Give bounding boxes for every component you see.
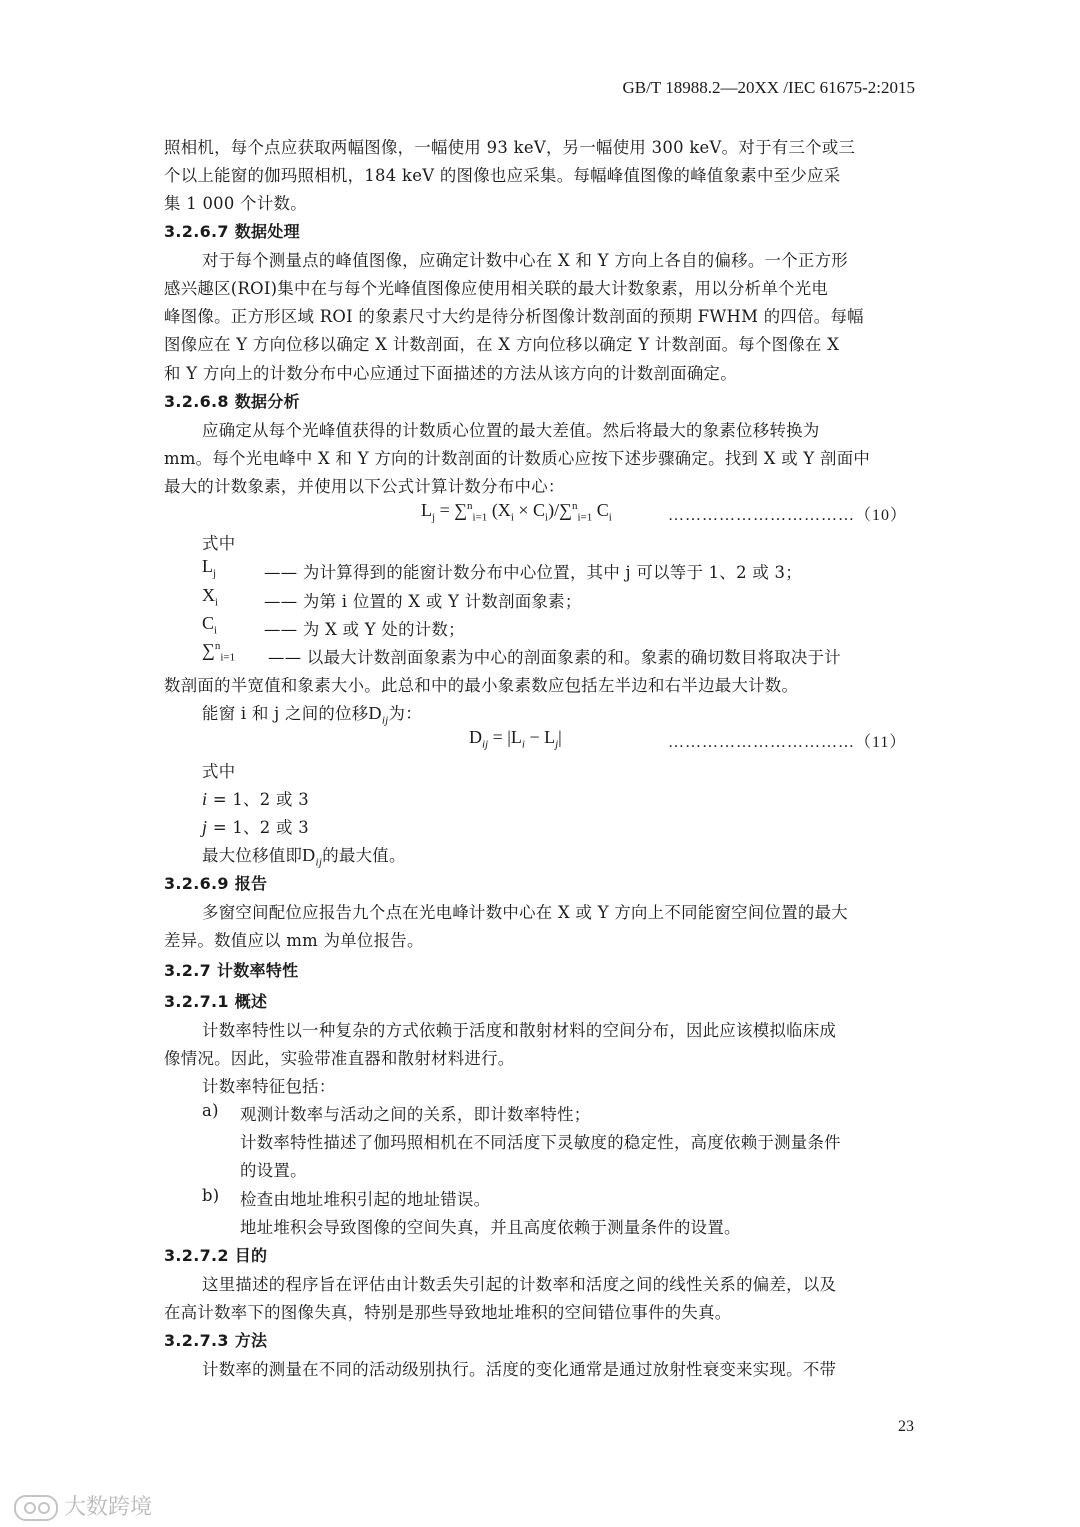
section-heading-3269: 3.2.6.9 报告 xyxy=(164,874,268,893)
body-line: 计数率特性以一种复杂的方式依赖于活度和散射材料的空间分布，因此应该模拟临床成 xyxy=(202,1021,837,1040)
body-line: 感兴趣区(ROI)集中在与每个光峰值图像应使用相关联的最大计数象素，用以分析单个光电 xyxy=(164,279,829,298)
body-line: 和 Y 方向上的计数分布中心应通过下面描述的方法从该方向的计数剖面确定。 xyxy=(164,364,737,383)
i-values: i = 1、2 或 3 xyxy=(202,789,309,809)
section-heading-327: 3.2.7 计数率特性 xyxy=(164,961,299,980)
max-displacement: 最大位移值即$D_{ij}$的最大值。 xyxy=(202,845,406,869)
symbol-ci: $C_i$ xyxy=(202,613,218,637)
body-line: 的设置。 xyxy=(240,1161,307,1180)
body-line: 差异。数值应以 mm 为单位报告。 xyxy=(164,931,424,950)
where-label: 式中 xyxy=(202,762,236,781)
body-line: 在高计数率下的图像失真，特别是那些导致地址堆积的空间错位事件的失真。 xyxy=(164,1303,732,1322)
definition-sum: —— 以最大计数剖面象素为中心的剖面象素的和。象素的确切数目将取决于计 xyxy=(268,648,841,667)
list-marker-a: a) xyxy=(202,1101,219,1120)
body-line: 对于每个测量点的峰值图像，应确定计数中心在 X 和 Y 方向上各自的偏移。一个正方形 xyxy=(202,251,848,270)
formula-10: $L_j = \sum^n_{i=1}$ $(X_i \times C_i)/\sum^n_{i=1}$ $C_i$ xyxy=(421,500,612,524)
equation-number-11: ……………………………（11） xyxy=(668,734,907,751)
definition-xi: —— 为第 i 位置的 X 或 Y 计数剖面象素； xyxy=(264,592,582,611)
section-heading-3272: 3.2.7.2 目的 xyxy=(164,1246,268,1265)
body-line: 集 1 000 个计数。 xyxy=(164,194,307,213)
symbol-lj: $L_j$ xyxy=(202,556,217,580)
list-marker-b: b) xyxy=(202,1186,220,1205)
body-line: 计数率的测量在不同的活动级别执行。活度的变化通常是通过放射性衰变来实现。不带 xyxy=(202,1360,837,1379)
body-line: mm。每个光电峰中 X 和 Y 方向的计数剖面的计数质心应按下述步骤确定。找到 X 或 Y 剖面中 xyxy=(164,449,871,468)
list-item-a: 观测计数率与活动之间的关系，即计数率特性； xyxy=(240,1105,591,1124)
body-line: 地址堆积会导致图像的空间失真，并且高度依赖于测量条件的设置。 xyxy=(240,1218,741,1237)
section-heading-3273: 3.2.7.3 方法 xyxy=(164,1331,268,1350)
body-line: 多窗空间配位应报告九个点在光电峰计数中心在 X 或 Y 方向上不同能窗空间位置的最大 xyxy=(202,903,848,922)
section-heading-3268: 3.2.6.8 数据分析 xyxy=(164,392,300,411)
body-line: 图像应在 Y 方向位移以确定 X 计数剖面，在 X 方向位移以确定 Y 计数剖面。每个图像在 X xyxy=(164,335,840,354)
document-header: GB/T 18988.2—20XX /IEC 61675-2:2015 xyxy=(622,78,915,97)
body-line: 个以上能窗的伽玛照相机，184 keV 的图像也应采集。每幅峰值图像的峰值象素中至少应采 xyxy=(164,166,841,185)
definition-lj: —— 为计算得到的能窗计数分布中心位置，其中 j 可以等于 1、2 或 3； xyxy=(264,563,802,582)
definition-ci: —— 为 X 或 Y 处的计数； xyxy=(264,620,465,639)
watermark: 大数跨境 xyxy=(14,1490,152,1521)
j-values: j = 1、2 或 3 xyxy=(202,817,309,837)
equation-number-10: ……………………………（10） xyxy=(668,507,908,524)
body-line: 照相机，每个点应获取两幅图像，一幅使用 93 keV，另一幅使用 300 keV。对于有三个或三 xyxy=(164,138,856,157)
formula-11: $D_{ij} = |L_i - L_j|$ xyxy=(469,727,562,751)
watermark-logo-icon xyxy=(14,1495,58,1521)
symbol-sum: ∑$^n_{i=1}$ xyxy=(202,640,236,664)
body-line: 这里描述的程序旨在评估由计数丢失引起的计数率和活度之间的线性关系的偏差，以及 xyxy=(202,1275,837,1294)
body-line: 峰图像。正方形区域 ROI 的象素尺寸大约是待分析图像计数剖面的预期 FWHM 的四倍。每幅 xyxy=(164,307,864,326)
body-line: 应确定从每个光峰值获得的计数质心位置的最大差值。然后将最大的象素位移转换为 xyxy=(202,421,820,440)
body-line: 数剖面的半宽值和象素大小。此总和中的最小象素数应包括左半边和右半边最大计数。 xyxy=(164,676,799,695)
body-line: 计数率特性描述了伽玛照相机在不同活度下灵敏度的稳定性，高度依赖于测量条件 xyxy=(240,1133,841,1152)
body-line: 最大的计数象素，并使用以下公式计算计数分布中心： xyxy=(164,477,565,496)
body-line: 计数率特征包括： xyxy=(202,1077,336,1096)
where-label: 式中 xyxy=(202,534,236,553)
page-number: 23 xyxy=(898,1418,914,1435)
list-item-b: 检查由地址堆积引起的地址错误。 xyxy=(240,1190,491,1209)
symbol-xi: $X_i$ xyxy=(202,585,219,609)
displacement-intro: 能窗 i 和 j 之间的位移$D_{ij}$为： xyxy=(202,703,422,727)
section-heading-3271: 3.2.7.1 概述 xyxy=(164,992,268,1011)
body-line: 像情况。因此，实验带准直器和散射材料进行。 xyxy=(164,1049,515,1068)
section-heading-3267: 3.2.6.7 数据处理 xyxy=(164,222,300,241)
